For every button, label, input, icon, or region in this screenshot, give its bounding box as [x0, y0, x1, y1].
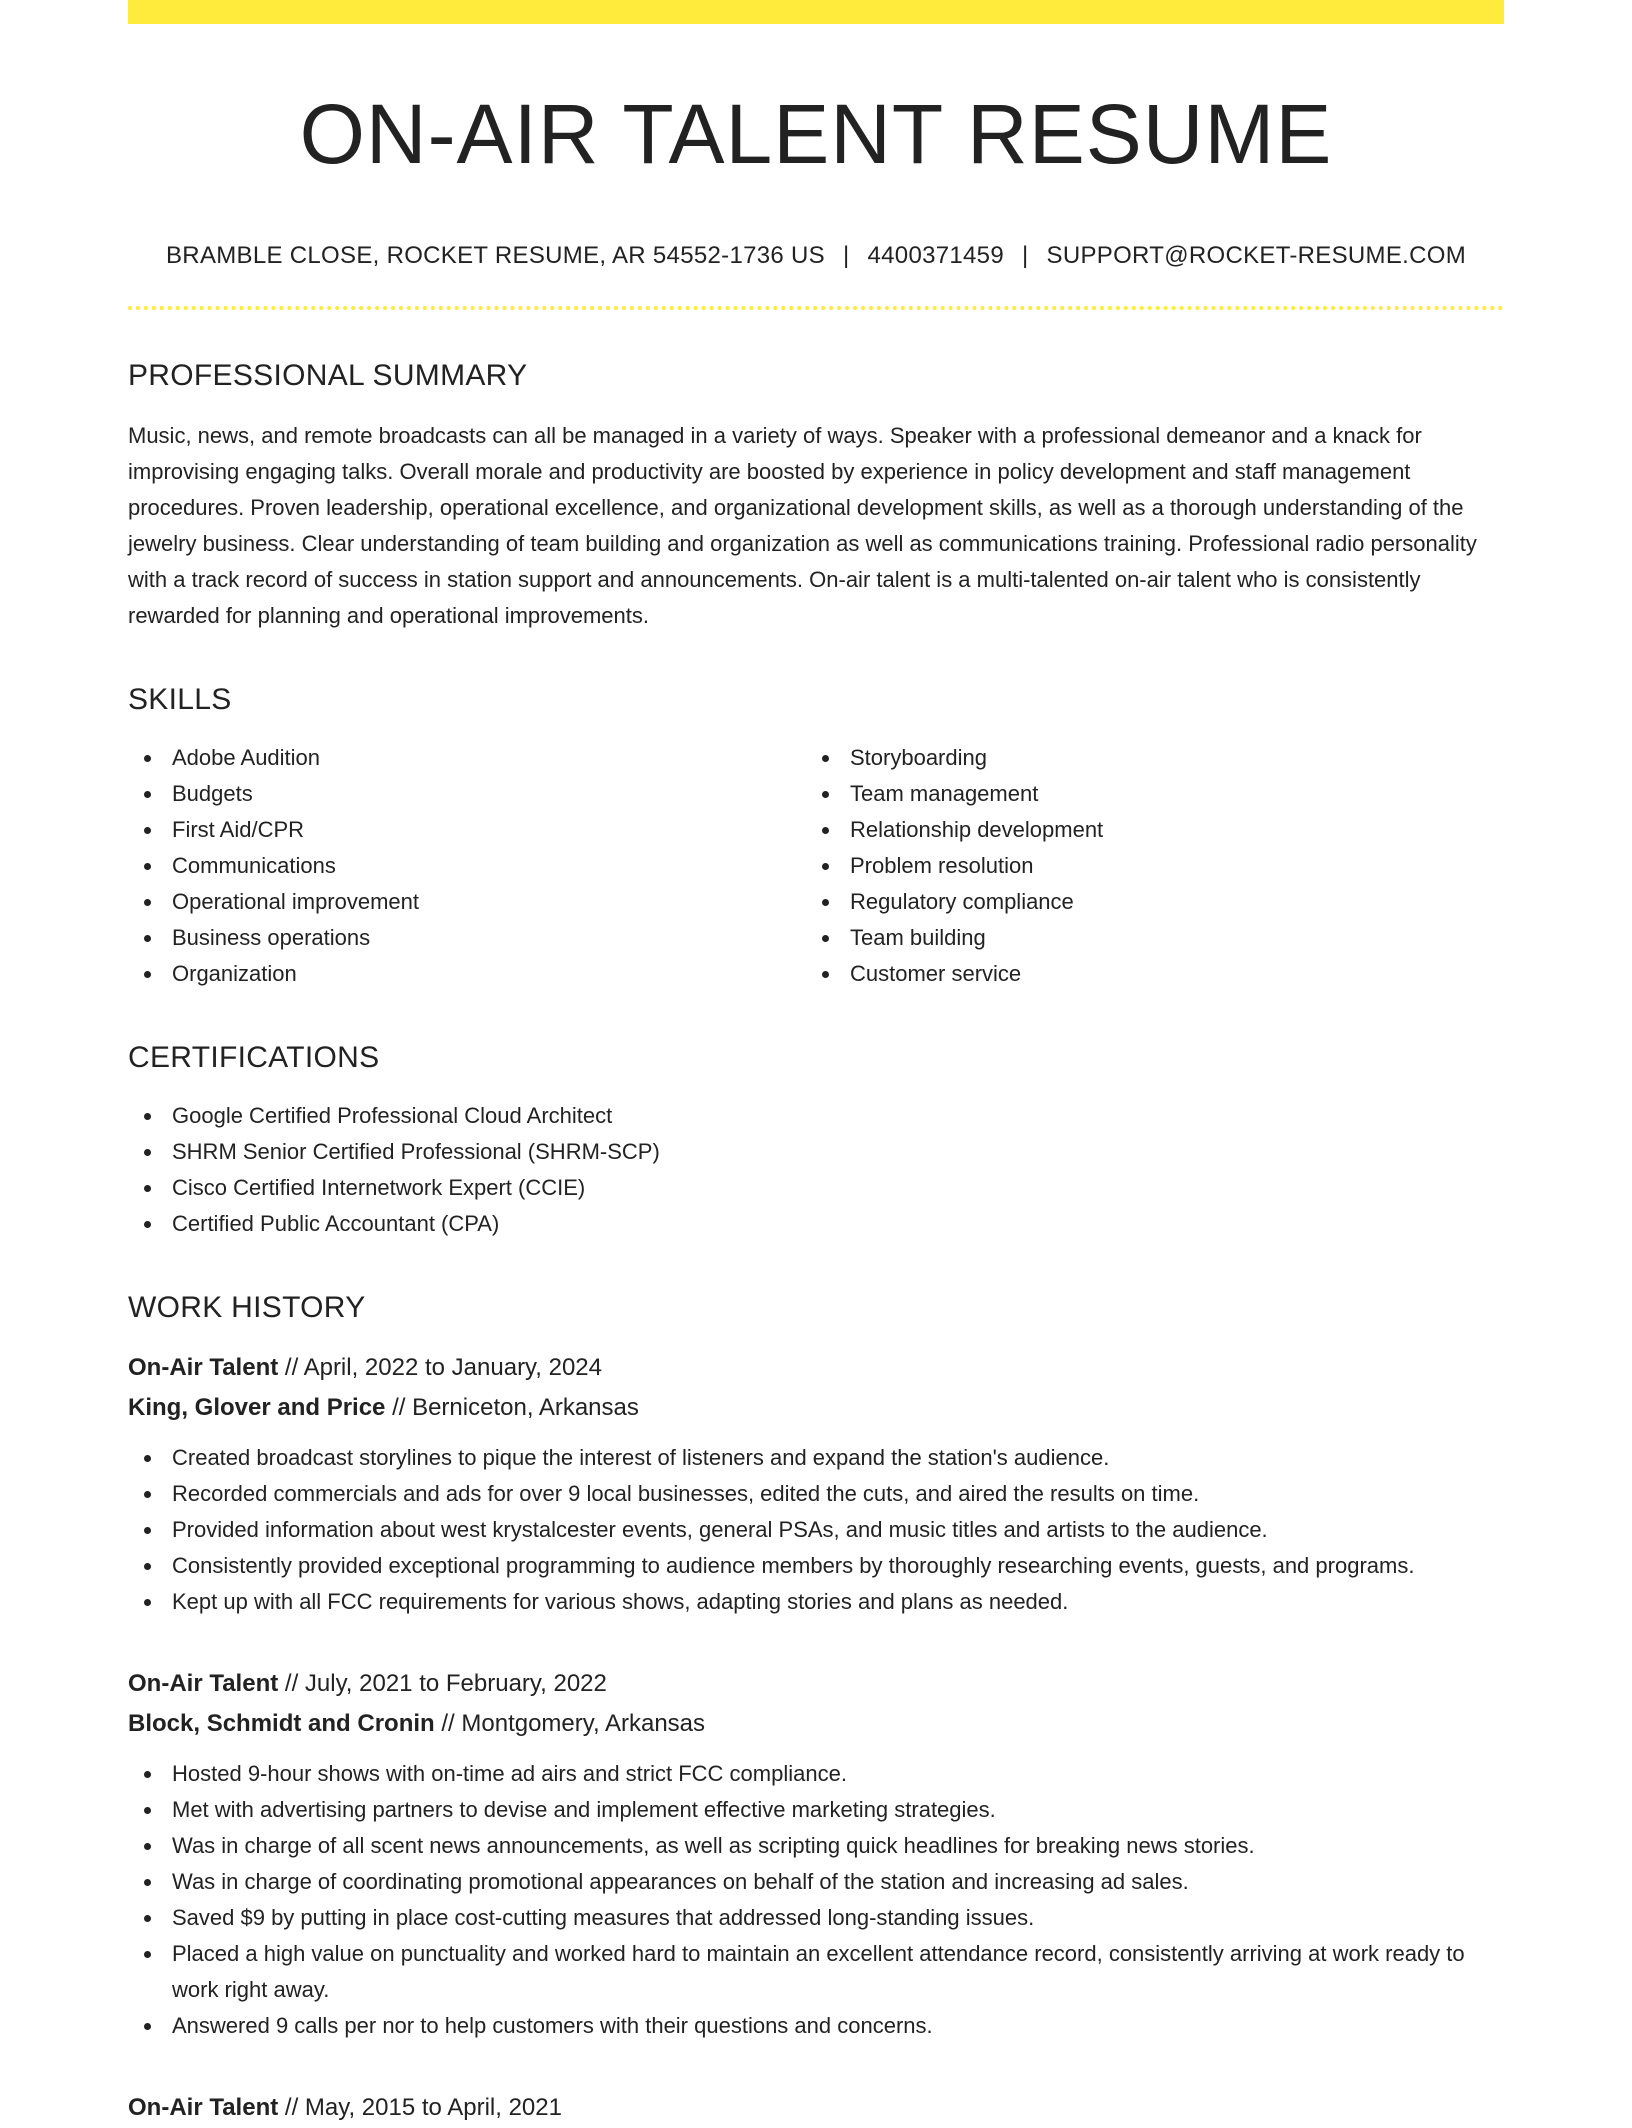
skill-item: Budgets — [128, 776, 806, 812]
job-title: On-Air Talent — [128, 1670, 279, 1697]
job-company-line — [128, 1388, 1504, 1428]
skill-item: Team management — [806, 776, 1484, 812]
accent-top-bar — [128, 0, 1504, 24]
resume-page — [128, 0, 1504, 2128]
job-duty: Was in charge of all scent news announcements, as well as scripting quick headlines for breaking news stories. — [128, 1828, 1504, 1864]
skill-item: Organization — [128, 956, 806, 992]
job-duty: Created broadcast storylines to pique the interest of listeners and expand the station's audience. — [128, 1440, 1504, 1476]
dotted-divider — [128, 306, 1504, 310]
job-title: On-Air Talent — [128, 2094, 279, 2121]
contact-phone: 4400371459 — [867, 242, 1004, 269]
job-duties-list — [128, 1440, 1504, 1620]
skill-item: Customer service — [806, 956, 1484, 992]
contact-email: SUPPORT@ROCKET-RESUME.COM — [1046, 242, 1466, 269]
skill-item: Storyboarding — [806, 740, 1484, 776]
summary-text: Music, news, and remote broadcasts can all be managed in a variety of ways. Speaker with a professional demeanor and a knack for improvising engaging talks. Overall morale and productivity are boosted by experience in policy development and staff management procedures. Proven leadership, operational excellence, and organizational development skills, as well as a thorough understanding of the jewelry business. Clear understanding of team building and organization as well as communications training. Professional radio personality with a track record of success in station support and announcements. On-air talent is a multi-talented on-air talent who is consistently rewarded for planning and operational improvements. — [128, 423, 1477, 628]
job-duty: Provided information about west krystalcester events, general PSAs, and music titles and artists to the audience. — [128, 1512, 1504, 1548]
contact-separator: | — [842, 242, 850, 269]
job-company: Block, Schmidt and Cronin — [128, 1710, 435, 1737]
contact-line — [128, 240, 1504, 272]
job-duty: Answered 9 calls per nor to help customers with their questions and concerns. — [128, 2008, 1504, 2044]
job-duty: Kept up with all FCC requirements for various shows, adapting stories and plans as needed. — [128, 1584, 1504, 1620]
job-dates: // April, 2022 to January, 2024 — [278, 1354, 602, 1381]
skill-item: Team building — [806, 920, 1484, 956]
job-duty: Consistently provided exceptional programming to audience members by thoroughly researching events, guests, and programs. — [128, 1548, 1504, 1584]
skills-list-left — [128, 740, 806, 992]
skills-grid — [128, 740, 1504, 992]
job-dates: // July, 2021 to February, 2022 — [278, 1670, 607, 1697]
resume-title: ON-AIR TALENT RESUME — [299, 87, 1333, 181]
certification-item: Certified Public Accountant (CPA) — [128, 1206, 1504, 1242]
job-title-line — [128, 1348, 1504, 1388]
skill-item: First Aid/CPR — [128, 812, 806, 848]
job-title: On-Air Talent — [128, 1354, 279, 1381]
work-history-heading: WORK HISTORY — [128, 1291, 366, 1324]
job-duty: Placed a high value on punctuality and worked hard to maintain an excellent attendance record, consistently arriving at work ready to work right away. — [128, 1936, 1504, 2008]
job-location: // Montgomery, Arkansas — [434, 1710, 706, 1737]
job-duty: Met with advertising partners to devise and implement effective marketing strategies. — [128, 1792, 1504, 1828]
skill-item: Operational improvement — [128, 884, 806, 920]
summary-heading: PROFESSIONAL SUMMARY — [128, 359, 528, 392]
contact-address: BRAMBLE CLOSE, ROCKET RESUME, AR 54552-1736 US — [166, 242, 825, 269]
job-title-line — [128, 1664, 1504, 1704]
skill-item: Regulatory compliance — [806, 884, 1484, 920]
certification-item: Cisco Certified Internetwork Expert (CCIE) — [128, 1170, 1504, 1206]
job-duty: Hosted 9-hour shows with on-time ad airs and strict FCC compliance. — [128, 1756, 1504, 1792]
certification-item: SHRM Senior Certified Professional (SHRM-SCP) — [128, 1134, 1504, 1170]
job-duty: Was in charge of coordinating promotional appearances on behalf of the station and increasing ad sales. — [128, 1864, 1504, 1900]
job-company-line — [128, 1704, 1504, 1744]
job-entry — [128, 1664, 1504, 2044]
skill-item: Communications — [128, 848, 806, 884]
job-location: // Berniceton, Arkansas — [385, 1394, 639, 1421]
job-entry — [128, 1348, 1504, 1620]
contact-separator: | — [1021, 242, 1029, 269]
certifications-heading: CERTIFICATIONS — [128, 1041, 380, 1074]
certifications-list — [128, 1098, 1504, 1242]
skills-list-right — [806, 740, 1484, 992]
job-company: King, Glover and Price — [128, 1394, 386, 1421]
job-dates: // May, 2015 to April, 2021 — [278, 2094, 562, 2121]
skill-item: Relationship development — [806, 812, 1484, 848]
job-duties-list — [128, 1756, 1504, 2044]
job-title-line — [128, 2088, 1504, 2128]
skills-heading: SKILLS — [128, 683, 232, 716]
skill-item: Business operations — [128, 920, 806, 956]
job-duty: Recorded commercials and ads for over 9 local businesses, edited the cuts, and aired the results on time. — [128, 1476, 1504, 1512]
certification-item: Google Certified Professional Cloud Architect — [128, 1098, 1504, 1134]
job-duty: Saved $9 by putting in place cost-cutting measures that addressed long-standing issues. — [128, 1900, 1504, 1936]
skill-item: Adobe Audition — [128, 740, 806, 776]
job-entry-partial — [128, 2088, 1504, 2128]
skill-item: Problem resolution — [806, 848, 1484, 884]
